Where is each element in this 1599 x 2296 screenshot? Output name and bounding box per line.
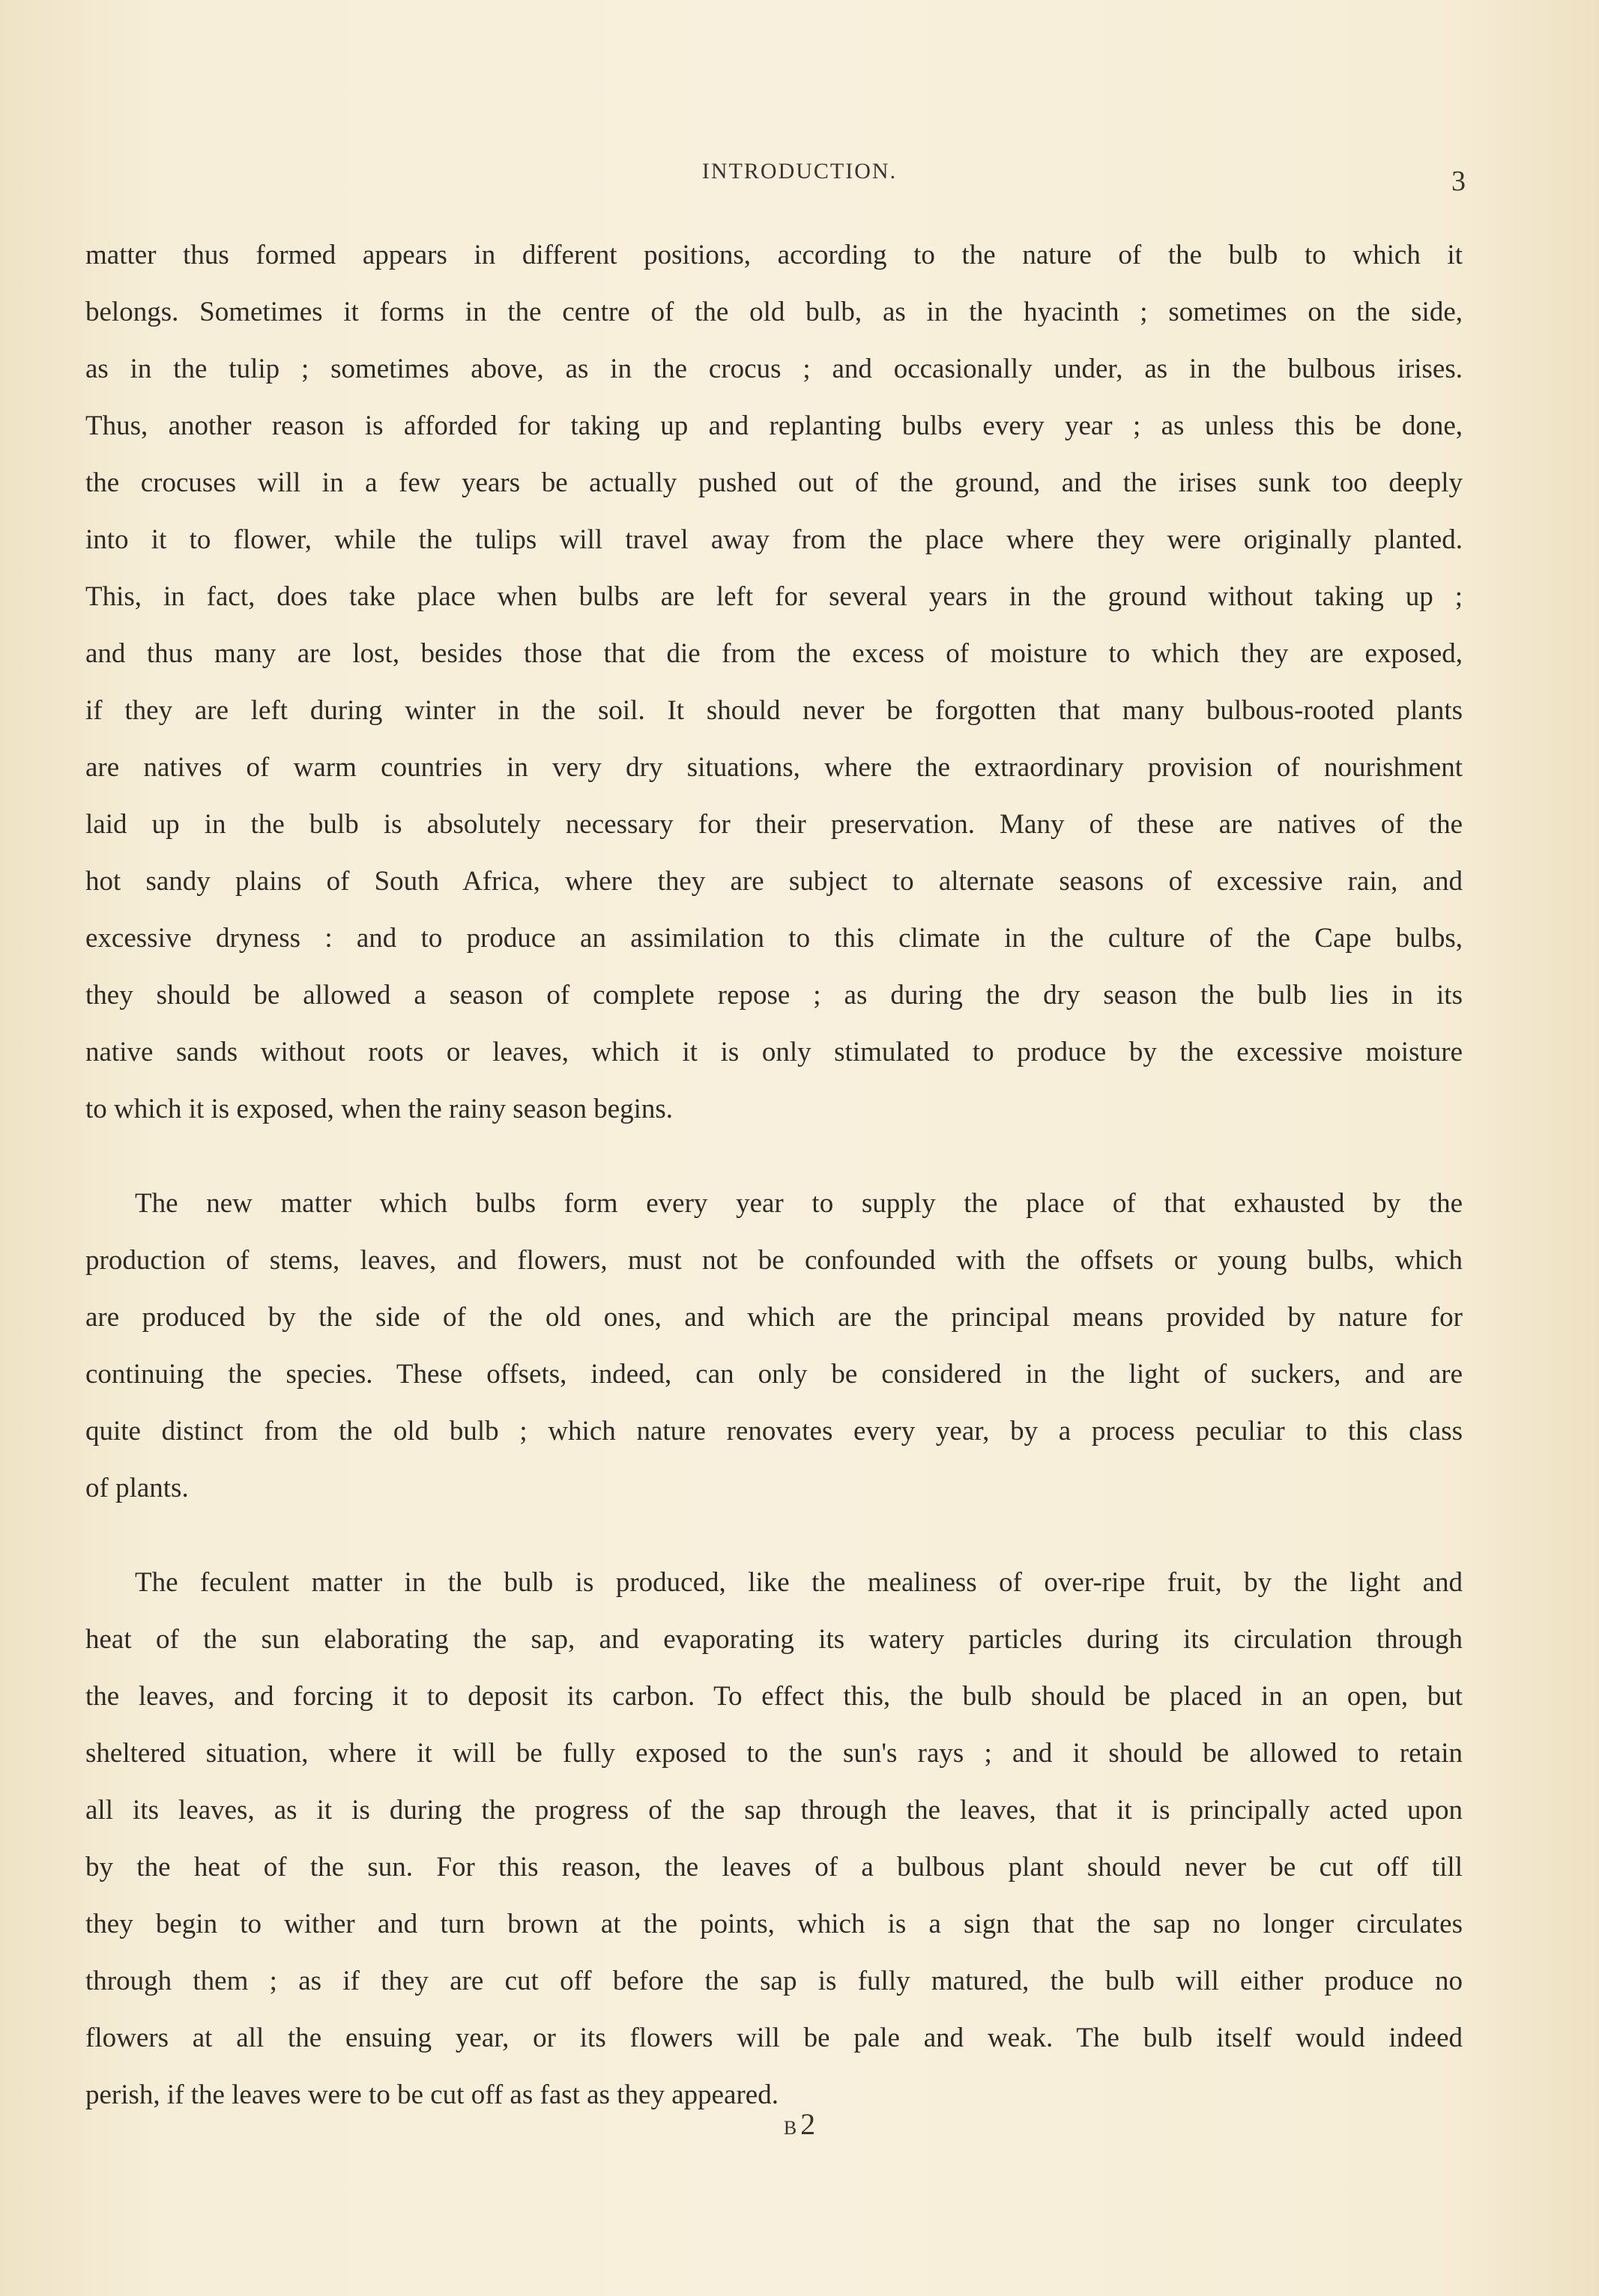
text-line: all its leaves, as it is during the progress of the sap through the leaves, that it is principally acted upon (85, 1795, 1463, 1826)
text-line: the leaves, and forcing it to deposit its carbon. To effect this, the bulb should be placed in an open, but (85, 1681, 1463, 1712)
text-line: This, in fact, does take place when bulbs are left for several years in the ground without taking up ; (85, 581, 1463, 612)
text-line: perish, if the leaves were to be cut off as fast as they appeared. (85, 2080, 779, 2110)
paragraph-3 (85, 1554, 1463, 2124)
text-line: native sands without roots or leaves, which it is only stimulated to produce by the excessive moisture (85, 1037, 1463, 1067)
text-line: as in the tulip ; sometimes above, as in the crocus ; and occasionally under, as in the bulbous irises. (85, 354, 1463, 384)
text-line: belongs. Sometimes it forms in the centre of the old bulb, as in the hyacinth ; sometimes on the side, (85, 297, 1463, 327)
text-line: heat of the sun elaborating the sap, and evaporating its watery particles during its circulation through (85, 1624, 1463, 1655)
text-line: are natives of warm countries in very dry situations, where the extraordinary provision of nourishment (85, 752, 1463, 783)
paragraph-gap (85, 1517, 1463, 1554)
text-line: if they are left during winter in the soil. It should never be forgotten that many bulbous-rooted plants (85, 695, 1463, 726)
text-line: flowers at all the ensuing year, or its flowers will be pale and weak. The bulb itself would indeed (85, 2023, 1463, 2053)
paragraph-2 (85, 1175, 1463, 1517)
text-line: quite distinct from the old bulb ; which nature renovates every year, by a process peculiar to this class (85, 1416, 1463, 1447)
text-line: The feculent matter in the bulb is produced, like the mealiness of over-ripe fruit, by the light and (135, 1567, 1463, 1598)
text-line: The new matter which bulbs form every year to supply the place of that exhausted by the (135, 1188, 1463, 1219)
page-number: 3 (1451, 166, 1466, 197)
text-line: the crocuses will in a few years be actually pushed out of the ground, and the irises sunk too deeply (85, 467, 1463, 498)
text-line: by the heat of the sun. For this reason, the leaves of a bulbous plant should never be cut off till (85, 1852, 1463, 1882)
signature-mark (0, 2106, 1599, 2142)
text-line: matter thus formed appears in different positions, according to the nature of the bulb to which it (85, 240, 1463, 270)
text-line: continuing the species. These offsets, indeed, can only be considered in the light of suckers, and are (85, 1359, 1463, 1390)
text-line: and thus many are lost, besides those that die from the excess of moisture to which they are exposed, (85, 638, 1463, 669)
text-line: of plants. (85, 1473, 189, 1503)
text-line: to which it is exposed, when the rainy season begins. (85, 1094, 674, 1124)
text-line: sheltered situation, where it will be fully exposed to the sun's rays ; and it should be allowed to retain (85, 1738, 1463, 1769)
text-line: hot sandy plains of South Africa, where they are subject to alternate seasons of excessive rain, and (85, 866, 1463, 897)
signature-number: 2 (800, 2107, 816, 2141)
text-line: through them ; as if they are cut off before the sap is fully matured, the bulb will either produce no (85, 1966, 1463, 1996)
text-line: into it to flower, while the tulips will travel away from the place where they were originally planted. (85, 524, 1463, 555)
paragraph-gap (85, 1138, 1463, 1175)
paragraph-1 (85, 227, 1463, 1138)
text-line: they begin to wither and turn brown at the points, which is a sign that the sap no longer circulates (85, 1909, 1463, 1939)
text-line: Thus, another reason is afforded for taking up and replanting bulbs every year ; as unless this be done, (85, 411, 1463, 441)
text-line: are produced by the side of the old ones, and which are the principal means provided by nature for (85, 1302, 1463, 1333)
text-line: laid up in the bulb is absolutely necessary for their preservation. Many of these are natives of the (85, 809, 1463, 840)
signature-letter: B (783, 2117, 798, 2139)
text-line: they should be allowed a season of complete repose ; as during the dry season the bulb lies in its (85, 980, 1463, 1011)
text-line: production of stems, leaves, and flowers, must not be confounded with the offsets or young bulbs, which (85, 1245, 1463, 1276)
text-line: excessive dryness : and to produce an assimilation to this climate in the culture of the Cape bulbs, (85, 923, 1463, 954)
running-head: INTRODUCTION. (701, 159, 898, 184)
body-text (85, 227, 1463, 2124)
